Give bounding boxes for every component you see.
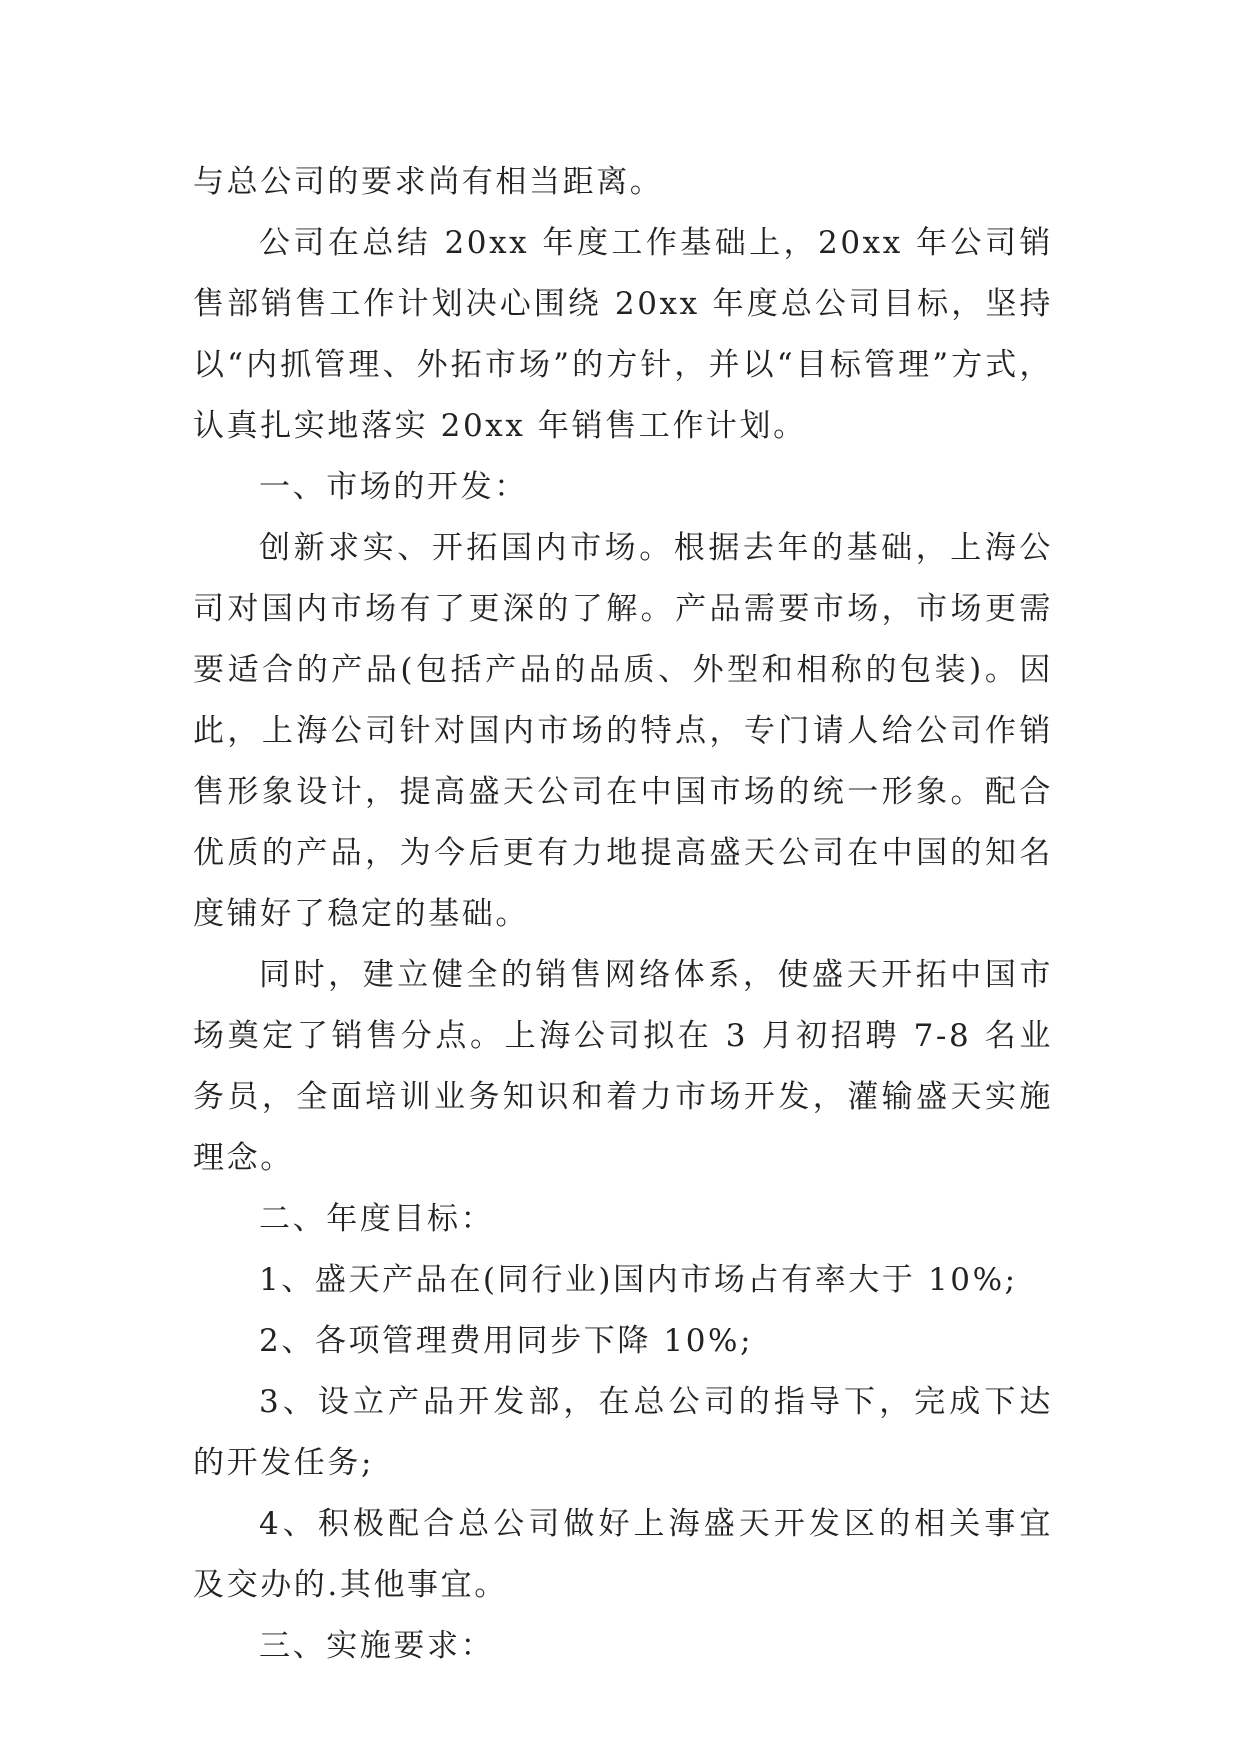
- paragraph-market-innovation: 创新求实、开拓国内市场。根据去年的基础，上海公司对国内市场有了更深的了解。产品需要市场，市场更需要适合的产品(包括产品的品质、外型和相称的包装)。因此，上海公司针对国内市场的特点，专门请人给公司作销售形象设计，提高盛天公司在中国市场的统一形象。配合优质的产品，为今后更有力地提高盛天公司在中国的知名度铺好了稳定的基础。: [193, 530, 1053, 932]
- paragraph-sales-network: 同时，建立健全的销售网络体系，使盛天开拓中国市场奠定了销售分点。上海公司拟在 3 月初招聘 7-8 名业务员，全面培训业务知识和着力市场开发，灌输盛天实施理念。: [193, 957, 1053, 1176]
- document-body: [193, 152, 1053, 1677]
- section-heading-requirements: 三、实施要求：: [259, 1628, 495, 1664]
- goal-item-1: 1、盛天产品在(同行业)国内市场占有率大于 10%;: [259, 1262, 1018, 1298]
- section-heading-market: 一、市场的开发：: [259, 469, 528, 505]
- paragraph-continuation: 与总公司的要求尚有相当距离。: [193, 164, 664, 200]
- section-heading-goals: 二、年度目标：: [259, 1201, 495, 1237]
- goal-item-3: 3、设立产品开发部，在总公司的指导下，完成下达的开发任务;: [193, 1384, 1053, 1481]
- paragraph-intro: 公司在总结 20xx 年度工作基础上，20xx 年公司销售部销售工作计划决心围绕 20xx 年度总公司目标，坚持以“内抓管理、外拓市场”的方针，并以“目标管理”方式，认真扎实地落实 20xx 年销售工作计划。: [193, 225, 1053, 444]
- goal-item-4: 4、积极配合总公司做好上海盛天开发区的相关事宜及交办的.其他事宜。: [193, 1506, 1053, 1603]
- goal-item-2: 2、各项管理费用同步下降 10%;: [259, 1323, 754, 1359]
